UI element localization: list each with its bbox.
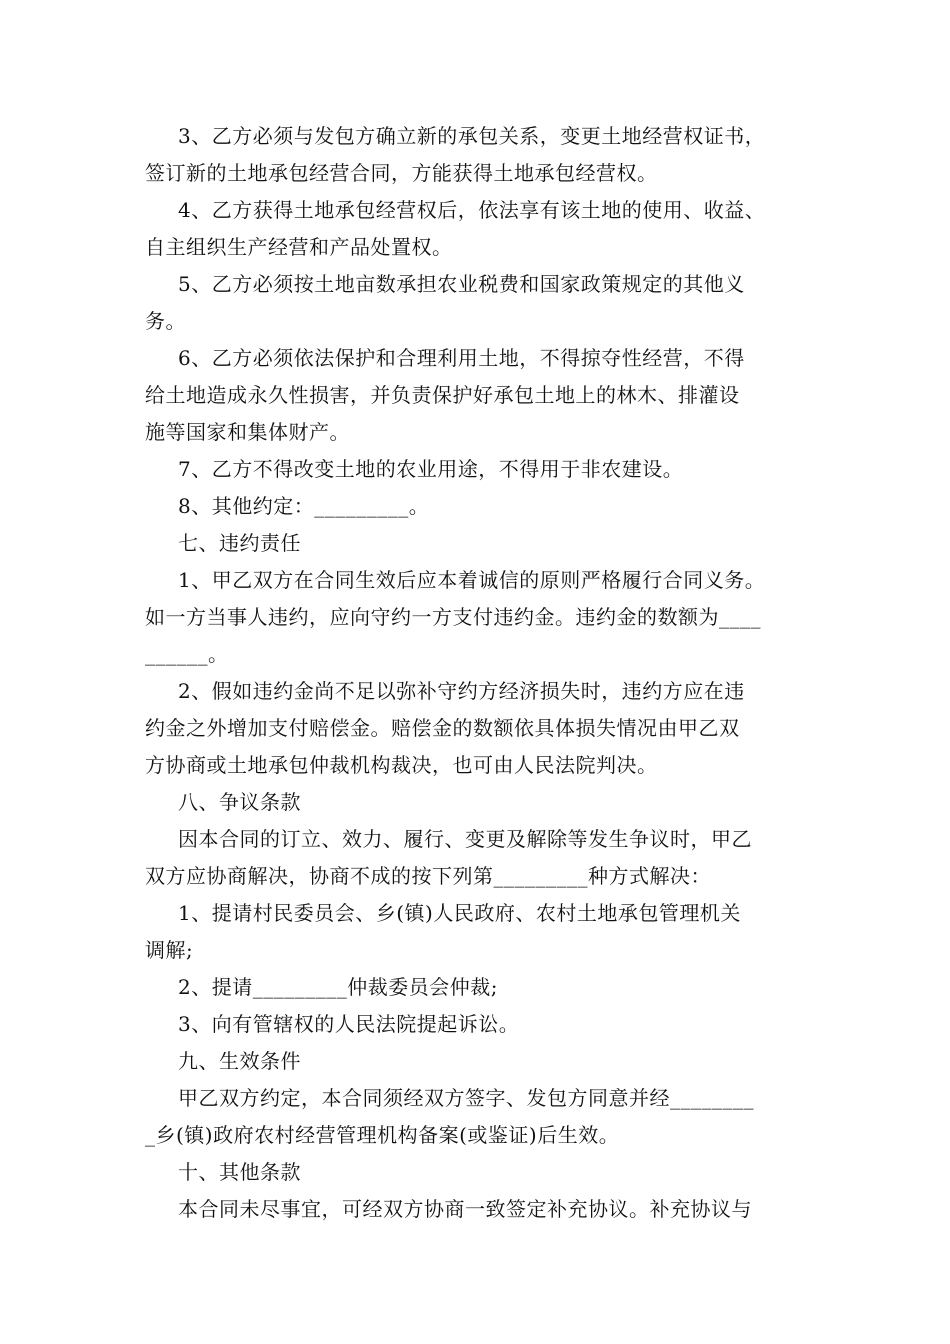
paragraph-line: 6、乙方必须依法保护和合理利用土地，不得掠夺性经营，不得 bbox=[178, 346, 745, 370]
document-body bbox=[145, 118, 805, 1228]
paragraph-line: 因本合同的订立、效力、履行、变更及解除等发生争议时，甲乙 bbox=[178, 827, 752, 851]
section-heading: 八、争议条款 bbox=[178, 790, 301, 814]
section-heading: 七、违约责任 bbox=[178, 531, 301, 555]
section-heading: 九、生效条件 bbox=[178, 1049, 301, 1073]
paragraph-line: 3、乙方必须与发包方确立新的承包关系，变更土地经营权证书， bbox=[178, 124, 766, 148]
paragraph-line: 方协商或土地承包仲裁机构裁决，也可由人民法院判决。 bbox=[145, 753, 658, 777]
paragraph-line: 给土地造成永久性损害，并负责保护好承包土地上的林木、排灌设 bbox=[145, 383, 740, 407]
paragraph-line: 如一方当事人违约，应向守约一方支付违约金。违约金的数额为____ bbox=[145, 605, 761, 629]
paragraph-line: 2、假如违约金尚不足以弥补守约方经济损失时，违约方应在违 bbox=[178, 679, 745, 703]
paragraph-line: 约金之外增加支付赔偿金。赔偿金的数额依具体损失情况由甲乙双 bbox=[145, 716, 740, 740]
paragraph-line: 3、向有管辖权的人民法院提起诉讼。 bbox=[178, 1012, 520, 1036]
paragraph-line: 8、其他约定：_________。 bbox=[178, 494, 430, 518]
paragraph-line: 本合同未尽事宜，可经双方协商一致签定补充协议。补充协议与 bbox=[178, 1197, 752, 1221]
paragraph-line: 7、乙方不得改变土地的农业用途，不得用于非农建设。 bbox=[178, 457, 684, 481]
paragraph-line: 1、甲乙双方在合同生效后应本着诚信的原则严格履行合同义务。 bbox=[178, 568, 766, 592]
paragraph-line: 5、乙方必须按土地亩数承担农业税费和国家政策规定的其他义 bbox=[178, 272, 745, 296]
paragraph-line: 双方应协商解决，协商不成的按下列第_________种方式解决： bbox=[145, 864, 711, 888]
paragraph-line: 调解; bbox=[145, 938, 194, 962]
paragraph-line: 1、提请村民委员会、乡(镇)人民政府、农村土地承包管理机关 bbox=[178, 901, 741, 925]
paragraph-line: 甲乙双方约定，本合同须经双方签字、发包方同意并经________ bbox=[178, 1086, 754, 1110]
paragraph-line: 自主组织生产经营和产品处置权。 bbox=[145, 235, 453, 259]
section-heading: 十、其他条款 bbox=[178, 1160, 301, 1184]
paragraph-line: _乡(镇)政府农村经营管理机构备案(或鉴证)后生效。 bbox=[145, 1123, 620, 1147]
paragraph-line: 2、提请_________仲裁委员会仲裁; bbox=[178, 975, 498, 999]
paragraph-line: 施等国家和集体财产。 bbox=[145, 420, 350, 444]
paragraph-line: 务。 bbox=[145, 309, 186, 333]
paragraph-line: 签订新的土地承包经营合同，方能获得土地承包经营权。 bbox=[145, 161, 658, 185]
paragraph-line: ______。 bbox=[145, 642, 229, 666]
paragraph-line: 4、乙方获得土地承包经营权后，依法享有该土地的使用、收益、 bbox=[178, 198, 766, 222]
